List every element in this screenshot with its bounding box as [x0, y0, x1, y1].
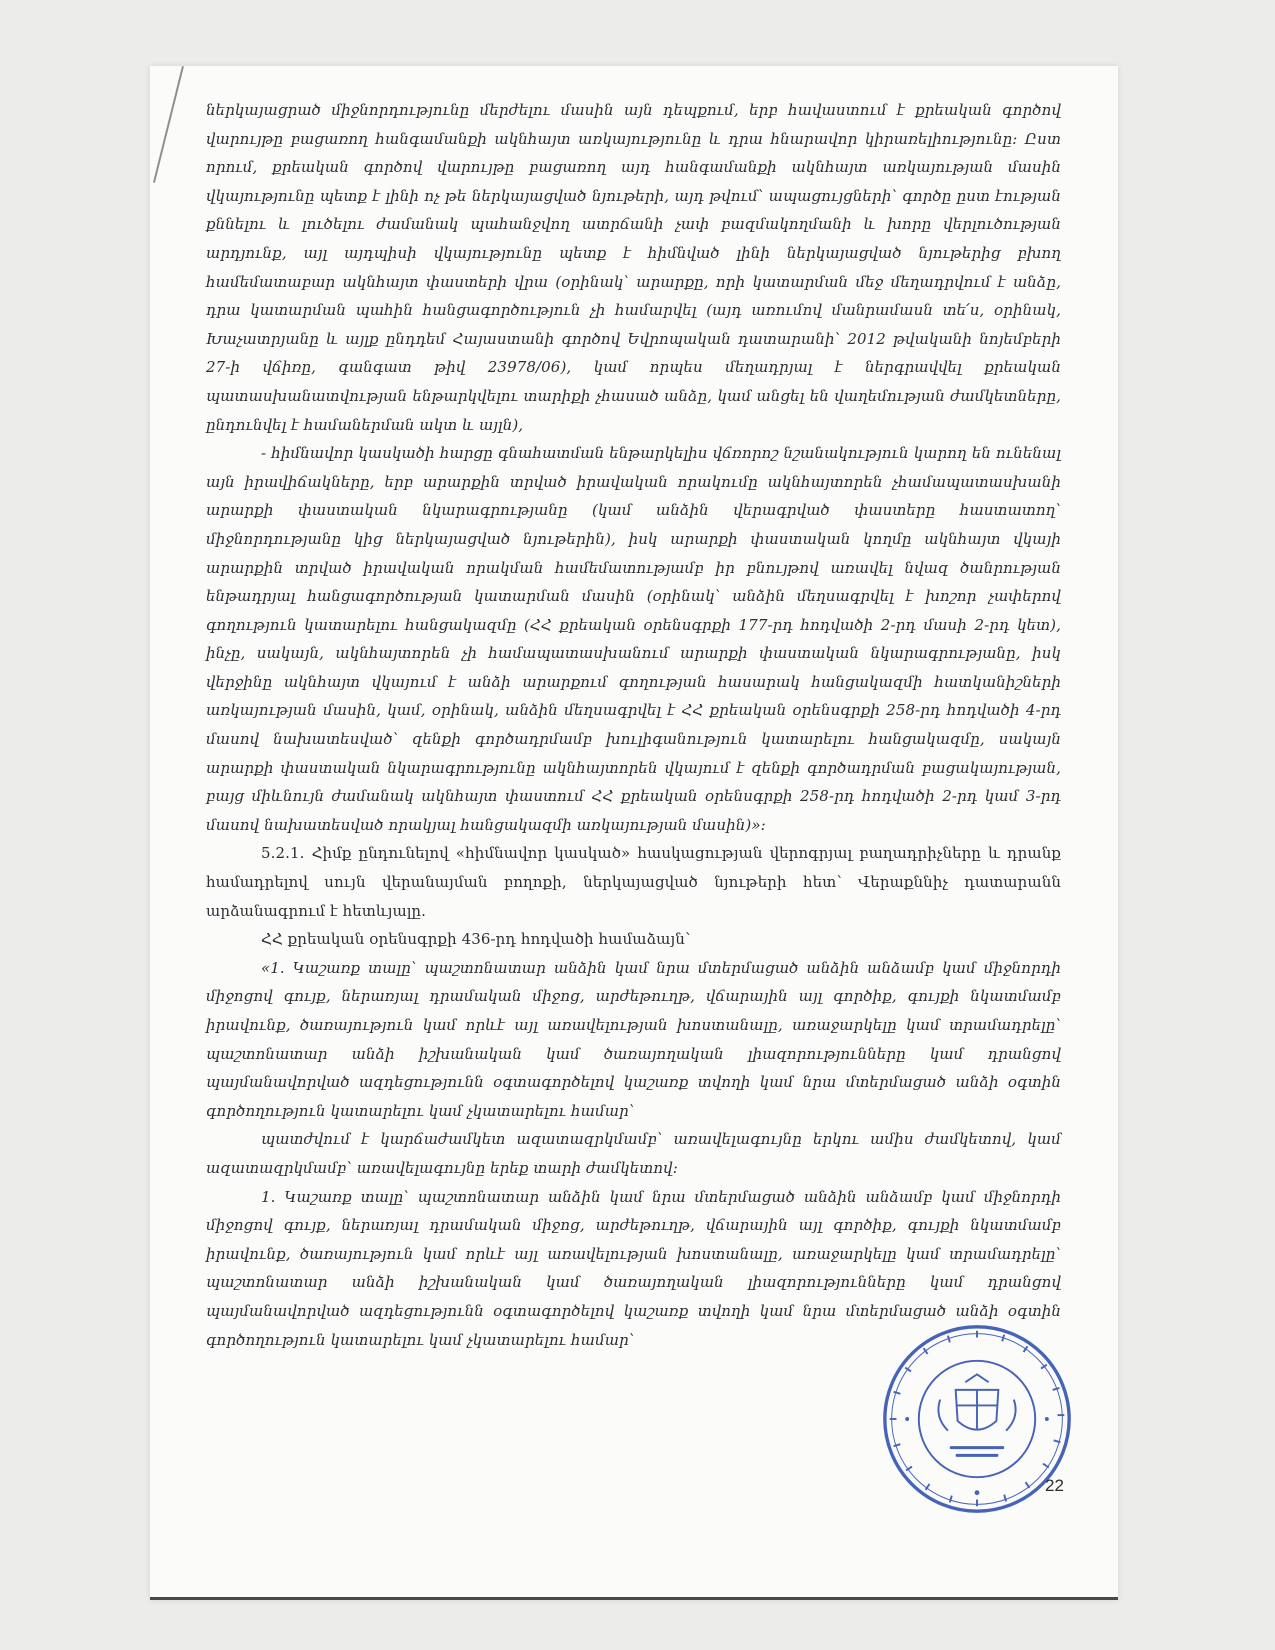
page-number: 22 [1045, 1476, 1064, 1495]
paragraph-4: ՀՀ քրեական օրենսգրքի 436-րդ հոդվածի համաձայն՝ [261, 930, 691, 949]
paragraph-6: պատժվում է կարճաժամկետ ազատազրկմամբ՝ առավելագույնը երկու ամիս ժամկետով, կամ ազատազրկմամբ՝ առավելագույնը երեք տարի ժամկետով: [206, 1130, 1061, 1177]
paragraph-7: 1. Կաշառք տալը՝ պաշտոնատար անձին կամ նրա մտերմացած անձին անձամբ կամ միջնորդի միջոցով գույք, ներառյալ դրամական միջոց, արժեթուղթ, վճարային այլ գործիք, գույքի նկատմամբ իրավունք, ծառայություն կամ որևէ այլ առավելության խոստանալը, առաջարկելը կամ տրամադրելը՝ պաշտոնատար անձի իշխանական կամ ծառայողական լիազորությունները կամ դրանցով պայմանավորված ազդեցությունն օգտագործելով կաշառք տվողի կամ նրա մտերմացած անձի օգտին գործողություն կատարելու կամ չկատարելու համար՝ [206, 1187, 1061, 1349]
document-body [206, 96, 1061, 1354]
page-bottom-border [150, 1597, 1118, 1600]
scan-fold-mark [153, 66, 184, 183]
paragraph-3: 5.2.1. Հիմք ընդունելով «հիմնավոր կասկած» հասկացության վերոգրյալ բաղադրիչները և դրանք համադրելով սույն վերանայման բողոքի, ներկայացված նյութերի հետ՝ Վերաքննիչ դատարանն արձանագրում է հետևյալը. [206, 844, 1061, 920]
paragraph-5: «1. Կաշառք տալը՝ պաշտոնատար անձին կամ նրա մտերմացած անձին անձամբ կամ միջնորդի միջոցով գույք, ներառյալ դրամական միջոց, արժեթուղթ, վճարային այլ գործիք, գույքի նկատմամբ իրավունք, ծառայություն կամ որևէ այլ առավելության խոստանալը, առաջարկելը կամ տրամադրելը՝ պաշտոնատար անձի իշխանական կամ ծառայողական լիազորությունները կամ դրանցով պայմանավորված ազդեցությունն օգտագործելով կաշառք տվողի կամ նրա մտերմացած անձի օգտին գործողություն կատարելու կամ չկատարելու համար՝ [206, 958, 1061, 1120]
paragraph-1: ներկայացրած միջնորդությունը մերժելու մասին այն դեպքում, երբ հավաստում է քրեական գործով վարույթը բացառող հանգամանքի ակնհայտ առկայությունը և դրա հնարավոր կիրառելիությունը: Ըստ որում, քրեական գործով վարույթը բացառող այդ հանգամանքի ակնհայտ առկայության մասին վկայությունը պետք է լինի ոչ թե ներկայացված նյութերի, այդ թվում՝ ապացույցների՝ գործը ըստ էության քննելու և լուծելու ժամանակ պահանջվող ատրճանի չափ բազմակողմանի և խորը վերլուծության արդյունք, այլ այդպիսի վկայությունը պետք է հիմնված լինի ներկայացված նյութերից բխող համեմատաբար ակնհայտ փաստերի վրա (օրինակ՝ արարքը, որի կատարման մեջ մեղադրվում է անձը, դրա կատարման պահին հանցագործություն չի համարվել (այդ առումով մանրամասն տե՛ս, օրինակ, Խաչատրյանը և այլք ընդդեմ Հայաստանի գործով Եվրոպական դատարանի՝ 2012 թվականի նոյեմբերի 27-ի վճիռը, գանգատ թիվ 23978/06), կամ որպես մեղադրյալ է ներգրավվել քրեական պատասխանատվության ենթարկվելու տարիքի չհասած անձը, կամ անցել են վաղեմության ժամկետները, ընդունվել է համաներման ակտ և այլն), [206, 101, 1061, 434]
paragraph-2: - հիմնավոր կասկածի հարցը գնահատման ենթարկելիս վճռորոշ նշանակություն կարող են ունենալ այն իրավիճակները, երբ արարքին տրված իրավական որակումը ակնհայտորեն չհամապատասխանի արարքի փաստական նկարագրությանը (կամ անձին վերագրված փաստերը հաստատող՝ միջնորդությանը կից ներկայացված նյութերին), իսկ արարքի փաստական կողմը ակնհայտ վկայի արարքին տրված իրավական որակման համեմատությամբ իր բնույթով առավել նվազ ծանրության ենթադրյալ հանցագործության կատարման մասին (օրինակ՝ անձին մեղսագրվել է խոշոր չափերով գողություն կատարելու հանցակազմը (ՀՀ քրեական օրենսգրքի 177-րդ հոդվածի 2-րդ մասի 2-րդ կետ), ինչը, սակայն, ակնհայտորեն չի համապատասխանում արարքի փաստական նկարագրությանը, իսկ վերջինը ակնհայտ վկայում է անձի արարքում գողության հասարակ հանցակազմի հատկանիշների առկայության մասին, կամ, օրինակ, անձին մեղսագրվել է ՀՀ քրեական օրենսգրքի 258-րդ հոդվածի 4-րդ մասով նախատեսված՝ զենքի գործադրմամբ խուլիգանություն կատարելու հանցակազմը, սակայն արարքի փաստական նկարագրությունը ակնհայտորեն վկայում է զենքի գործադրման բացակայության, բայց միևնույն ժամանակ ակնհայտ փաստում ՀՀ քրեական օրենսգրքի 258-րդ հոդվածի 2-րդ կամ 3-րդ մասով նախատեսված որակյալ հանցակազմի առկայության մասին)»: [206, 444, 1061, 834]
